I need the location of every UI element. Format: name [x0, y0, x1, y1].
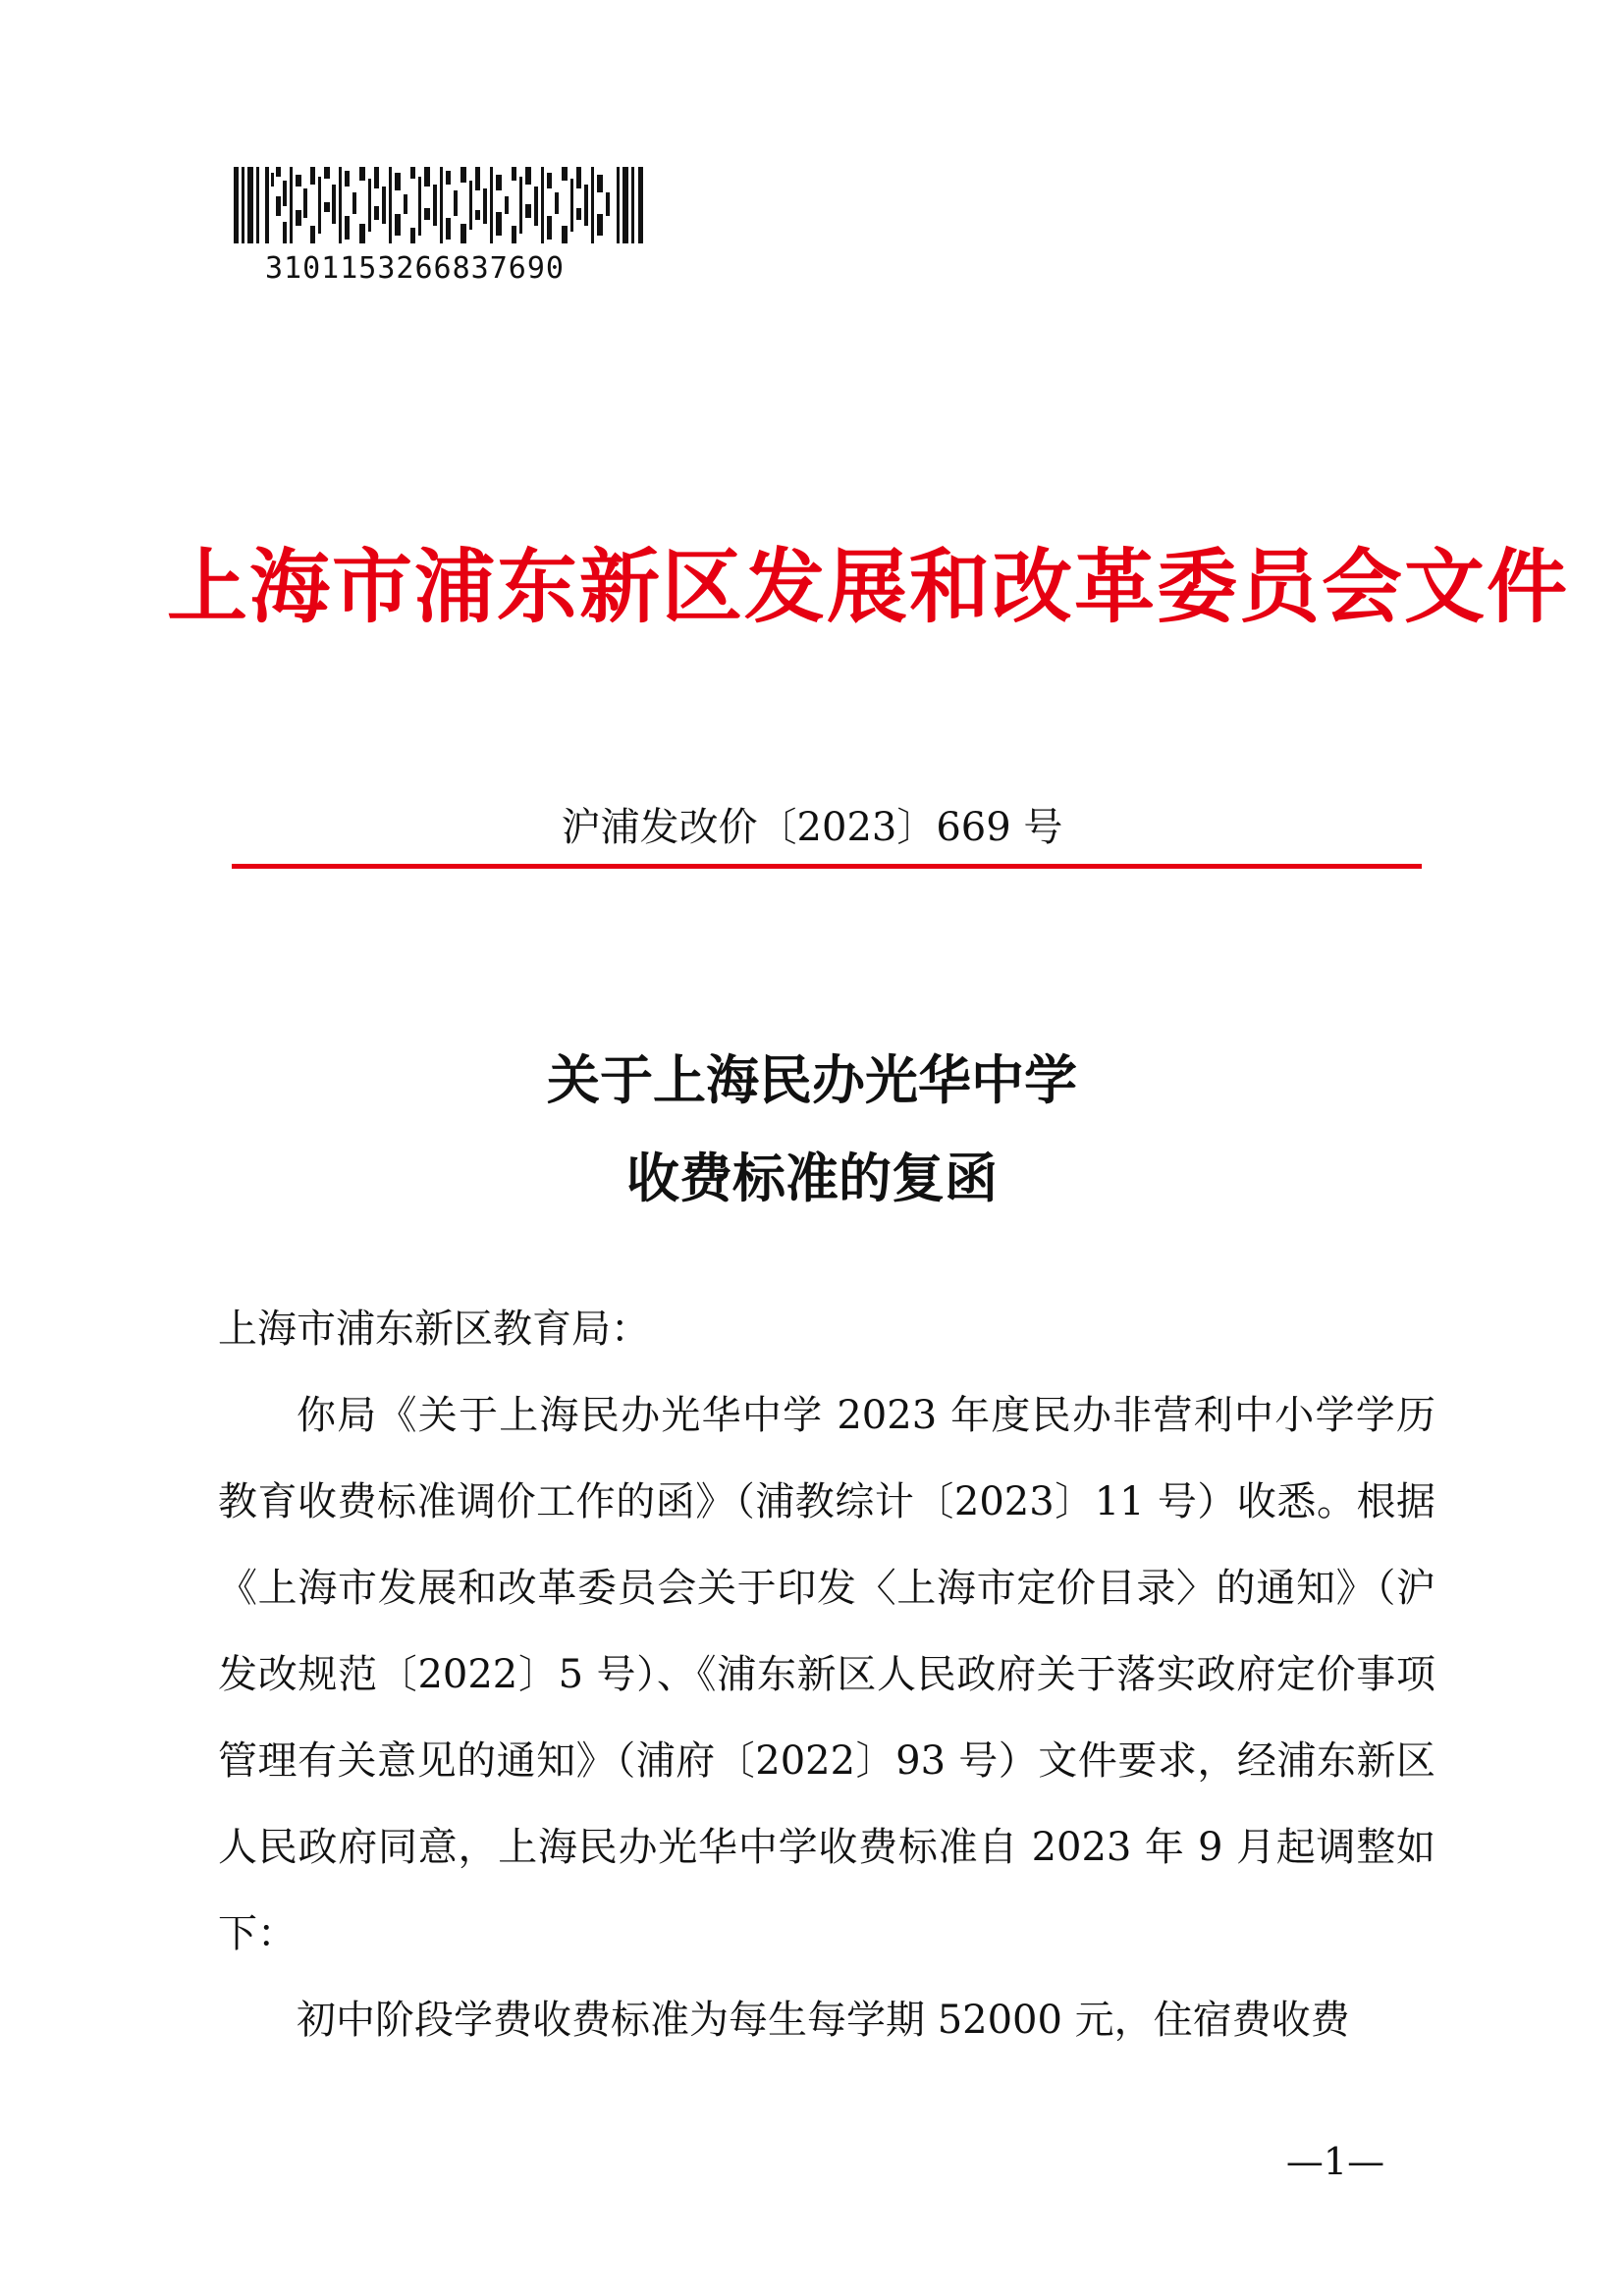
barcode-number: 3101153266837690 [265, 251, 565, 286]
page-number: —1— [1285, 2140, 1385, 2183]
title-line-1: 关于上海民办光华中学 [547, 1048, 1077, 1111]
body-paragraph-1: 你局《关于上海民办光华中学 2023 年度民办非营利中小学学历教育收费标准调价工作的函》（浦教综计〔2023〕11 号）收悉。根据《上海市发展和改革委员会关于印发〈上海市定价目录〉的通知》（沪发改规范〔2022〕5 号）、《浦东新区人民政府关于落实政府定价事项管理有关意见的通知》（浦府〔2022〕93 号）文件要求，经浦东新区人民政府同意，上海民办光华中学收费标准自 2023 年 9 月起调整如下： [218, 1393, 1435, 1956]
masthead-title: 上海市浦东新区发展和改革委员会文件 [167, 540, 1570, 634]
document-number: 沪浦发改价〔2023〕669 号 [561, 805, 1063, 850]
barcode-image [234, 167, 644, 243]
red-divider-rule [232, 864, 1422, 869]
document-body [218, 1286, 1435, 2063]
addressee: 上海市浦东新区教育局： [218, 1307, 650, 1352]
document-title [226, 1031, 1398, 1227]
body-paragraph-2: 初中阶段学费收费标准为每生每学期 52000 元，住宿费收费 [297, 1998, 1350, 2043]
title-line-2: 收费标准的复函 [626, 1147, 998, 1209]
